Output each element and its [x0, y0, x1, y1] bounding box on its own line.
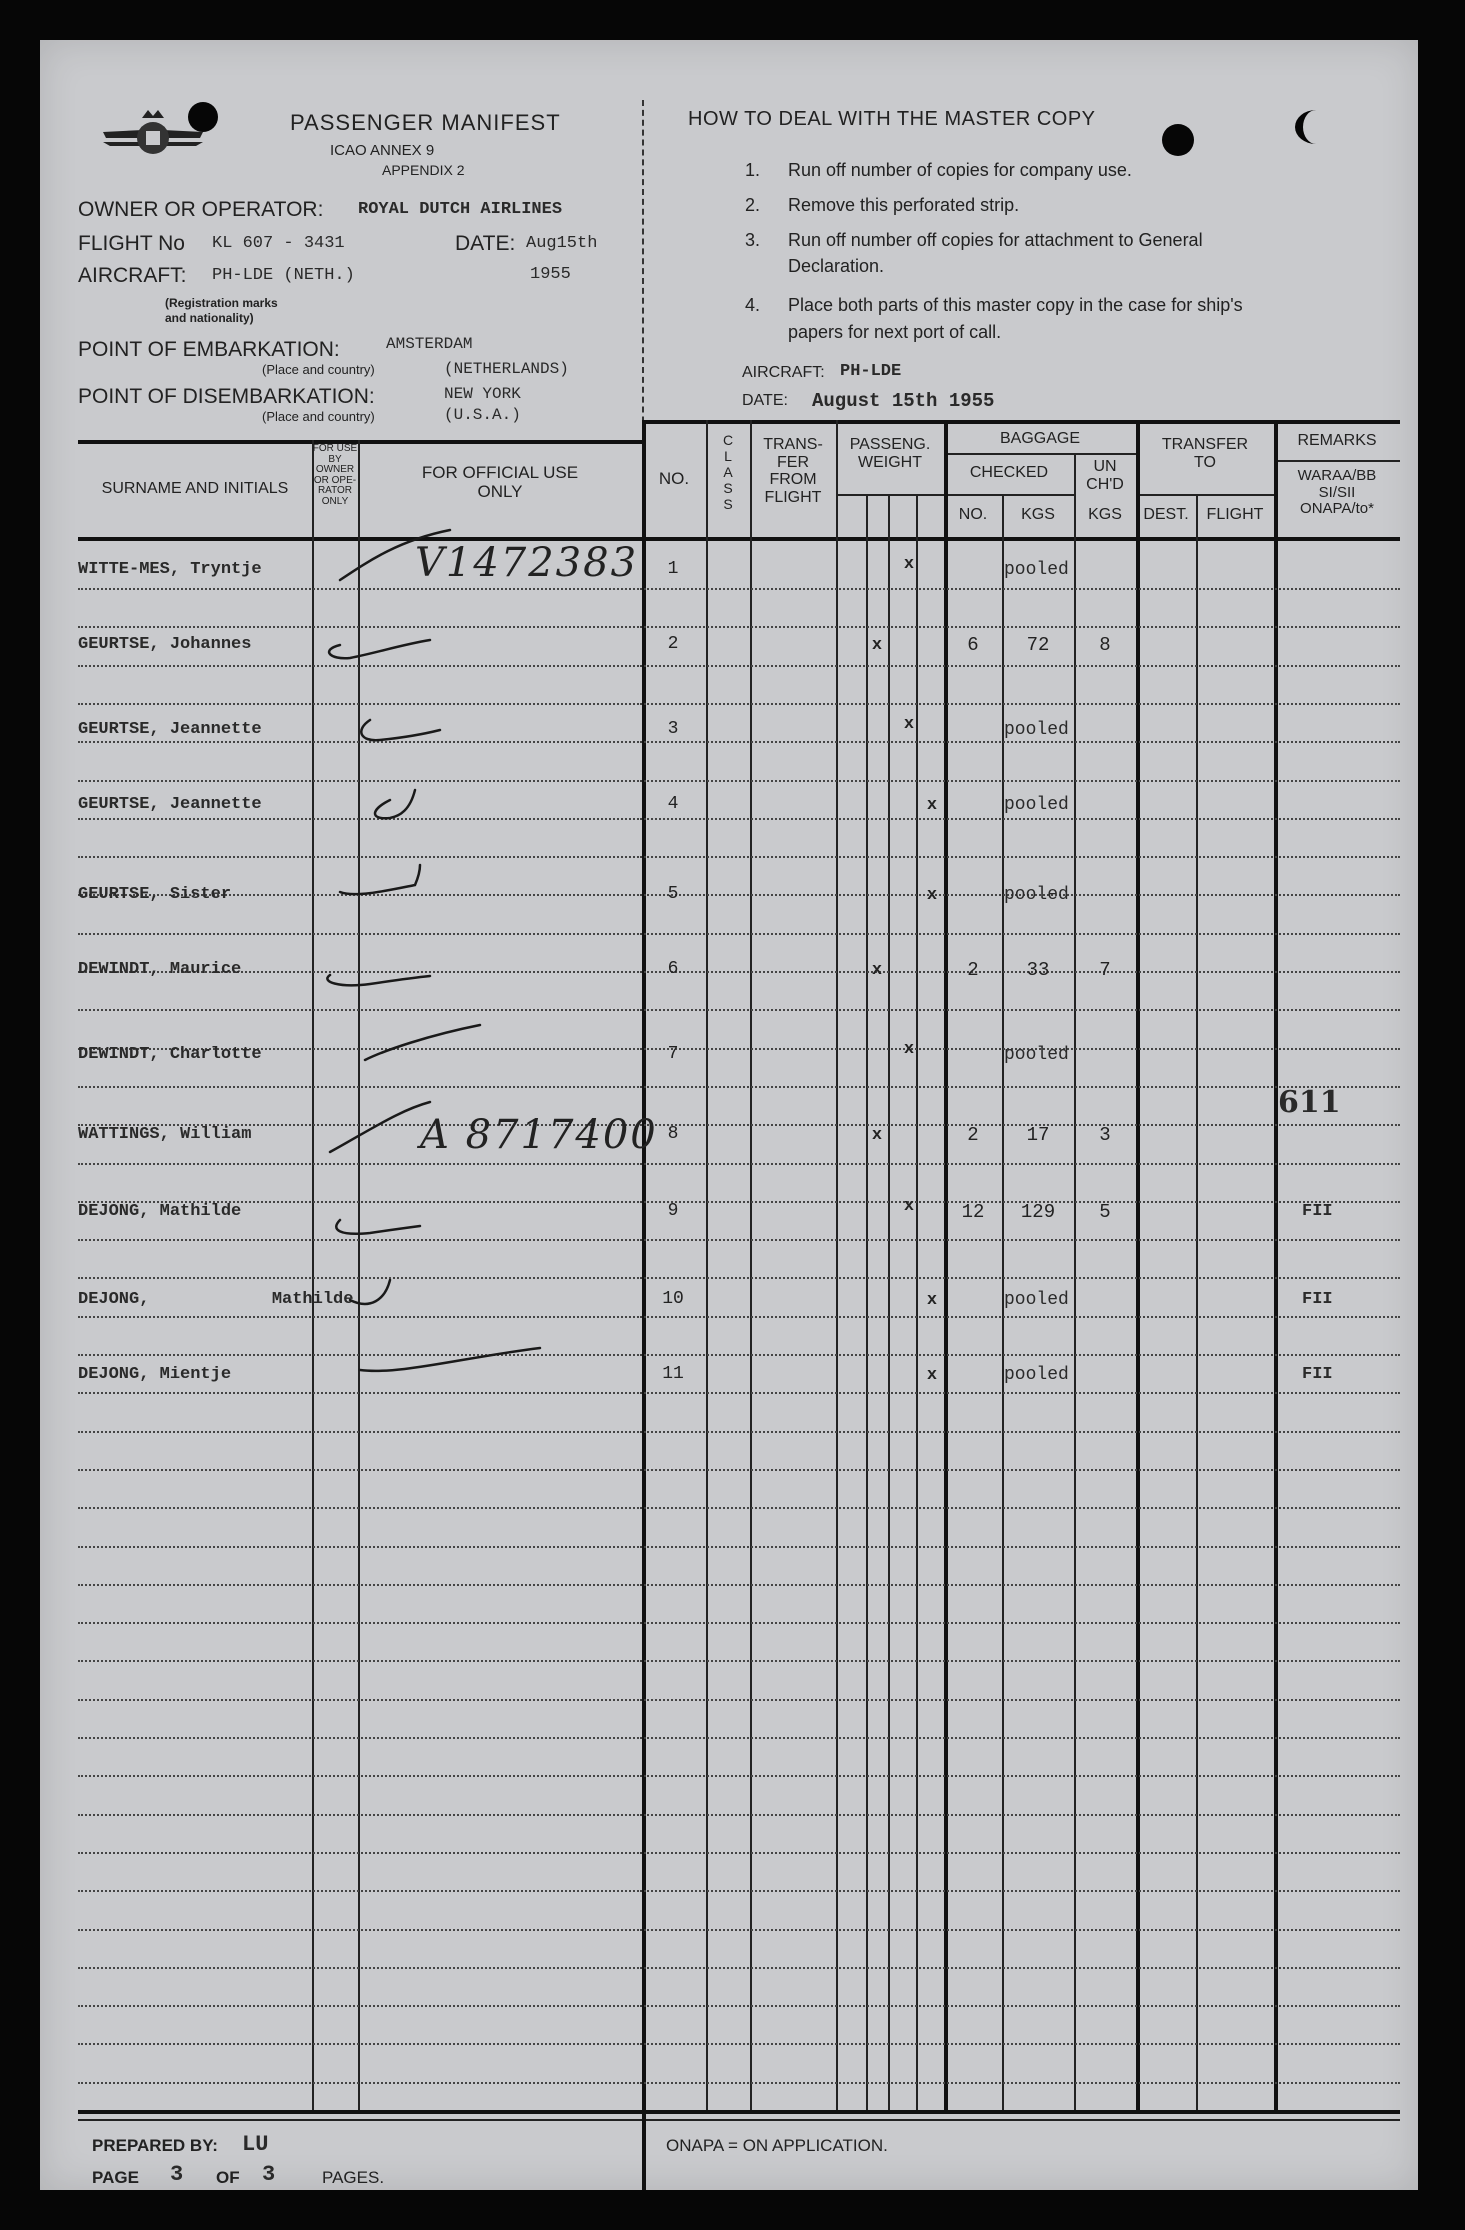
baggage-kgs: 17 [1026, 1124, 1050, 1146]
col-header-bag-no: NO. [958, 506, 988, 523]
embark-value: AMSTERDAM [386, 335, 473, 353]
remarks-code: FII [1302, 1365, 1333, 1384]
aircraft-note-2: and nationality) [165, 311, 254, 325]
baggage-pooled: pooled [1004, 560, 1069, 580]
instr-date-value: August 15th 1955 [812, 390, 995, 412]
flight-value: KL 607 - 3431 [212, 234, 345, 253]
passenger-number: 7 [667, 1044, 679, 1064]
baggage-kgs: 129 [1020, 1201, 1056, 1223]
col-header-class: C L A S S [722, 432, 734, 513]
pages-label: PAGES. [322, 2168, 385, 2187]
embark-label: POINT OF EMBARKATION: [78, 338, 340, 361]
remarks-code: FII [1302, 1202, 1333, 1221]
disembark-country-label: (Place and country) [262, 409, 375, 424]
unchecked-kgs: 3 [1099, 1124, 1111, 1146]
aircraft-label: AIRCRAFT: [78, 264, 187, 287]
official-number-1: V1472383 [415, 540, 639, 586]
instruction-2-text: Remove this perforated strip. [788, 195, 1020, 215]
passenger-number: 8 [667, 1124, 679, 1144]
baggage-count: 6 [967, 634, 979, 656]
handwritten-checkmarks-icon [40, 40, 1418, 2190]
disembark-country-value: (U.S.A.) [444, 406, 521, 424]
passenger-number: 6 [667, 959, 679, 979]
weight-mark-3: x [926, 886, 938, 905]
weight-mark-2: x [903, 1040, 915, 1059]
passenger-number: 1 [667, 559, 679, 579]
col-header-passeng-weight: PASSENG. WEIGHT [849, 436, 931, 471]
page-label: PAGE [92, 2168, 139, 2187]
instructions-title: HOW TO DEAL WITH THE MASTER COPY [688, 108, 1096, 130]
passenger-number: 2 [667, 634, 679, 654]
instr-aircraft-label: AIRCRAFT: [742, 364, 825, 381]
embark-country-label: (Place and country) [262, 362, 375, 377]
col-header-transfer-from: TRANS- FER FROM FLIGHT [763, 436, 823, 506]
col-header-remarks-codes: WARAA/BB SI/SII ONAPA/to* [1297, 467, 1377, 517]
passenger-number: 11 [662, 1364, 684, 1384]
col-header-flight: FLIGHT [1206, 506, 1264, 523]
baggage-kgs: 33 [1026, 959, 1050, 981]
instruction-3-text-2: Declaration. [788, 256, 885, 276]
passenger-name: GEURTSE, Sister [78, 885, 232, 904]
col-header-bag-kgs: KGS [1021, 506, 1055, 523]
owner-label: OWNER OR OPERATOR: [78, 198, 324, 221]
passenger-name: WITTE-MES, Tryntje [78, 560, 262, 579]
passenger-number: 10 [662, 1289, 684, 1309]
col-header-transfer-to: TRANSFER TO [1161, 436, 1249, 471]
of-value: 3 [262, 2162, 276, 2187]
official-number-8: A 8717400 [420, 1112, 658, 1158]
weight-mark-1: x [871, 636, 883, 655]
passenger-name: DEJONG, Mathilde [78, 1202, 242, 1221]
col-header-owner-use: FOR USE BY OWNER OR OPE- RATOR ONLY [312, 443, 358, 507]
flight-label: FLIGHT No [78, 232, 185, 255]
instruction-4-text-2: papers for next port of call. [788, 322, 1002, 342]
unchecked-kgs: 7 [1099, 959, 1111, 981]
prepared-label: PREPARED BY: [92, 2136, 218, 2155]
unchecked-kgs: 8 [1099, 634, 1111, 656]
passenger-name: GEURTSE, Jeannette [78, 720, 262, 739]
instr-aircraft-value: PH-LDE [840, 362, 902, 381]
remarks-code: 611 [1278, 1085, 1341, 1120]
col-header-unchd-kgs: KGS [1088, 506, 1122, 523]
instruction-1-text: Run off number of copies for company use. [788, 160, 1132, 180]
remarks-code: FII [1302, 1290, 1333, 1309]
passenger-name: WATTINGS, William [78, 1125, 252, 1144]
passenger-name: GEURTSE, Johannes [78, 635, 252, 654]
onapa-note: ONAPA = ON APPLICATION. [666, 2136, 888, 2155]
instruction-1-num: 1. [745, 160, 761, 180]
passenger-name: DEJONG, Mientje [78, 1365, 232, 1384]
unchecked-kgs: 5 [1099, 1201, 1111, 1223]
passenger-name: DEJONG, Mathilde [78, 1290, 354, 1309]
baggage-pooled: pooled [1004, 1045, 1069, 1065]
passenger-number: 3 [667, 719, 679, 739]
passenger-name: DEWINDT, Charlotte [78, 1045, 262, 1064]
disembark-label: POINT OF DISEMBARKATION: [78, 385, 375, 408]
col-header-dest: DEST. [1143, 506, 1189, 523]
baggage-pooled: pooled [1004, 1290, 1069, 1310]
weight-mark-1: x [871, 961, 883, 980]
instruction-2-num: 2. [745, 195, 761, 215]
baggage-pooled: pooled [1004, 795, 1069, 815]
baggage-pooled: pooled [1004, 720, 1069, 740]
prepared-value: LU [242, 2132, 269, 2157]
weight-mark-2: x [903, 1197, 915, 1216]
passenger-number: 4 [667, 794, 679, 814]
weight-mark-3: x [926, 1366, 938, 1385]
instruction-4-text: Place both parts of this master copy in the case for ship's [788, 295, 1243, 315]
instr-date-label: DATE: [742, 392, 788, 409]
passenger-name: DEWINDT, Maurice [78, 960, 242, 979]
year-value: 1955 [530, 265, 571, 284]
weight-mark-3: x [926, 1291, 938, 1310]
instruction-3-text: Run off number off copies for attachment to General [788, 230, 1203, 250]
instruction-4-num: 4. [745, 295, 761, 315]
baggage-kgs: 72 [1026, 634, 1050, 656]
col-header-surname: SURNAME AND INITIALS [101, 480, 289, 497]
passenger-number: 5 [667, 884, 679, 904]
weight-mark-2: x [903, 715, 915, 734]
aircraft-note-1: (Registration marks [165, 296, 278, 310]
col-header-checked: CHECKED [969, 464, 1049, 481]
of-label: OF [216, 2168, 240, 2187]
col-header-official-use: FOR OFFICIAL USE ONLY [421, 463, 579, 501]
passenger-name: GEURTSE, Jeannette [78, 795, 262, 814]
passenger-number: 9 [667, 1201, 679, 1221]
disembark-value: NEW YORK [444, 385, 521, 403]
weight-mark-1: x [871, 1126, 883, 1145]
baggage-count: 2 [967, 1124, 979, 1146]
annex-label: ICAO ANNEX 9 [330, 142, 435, 159]
date-value: Aug15th [526, 234, 598, 253]
baggage-pooled: pooled [1004, 885, 1069, 905]
col-header-no: NO. [658, 469, 690, 488]
weight-mark-2: x [903, 555, 915, 574]
aircraft-value: PH-LDE (NETH.) [212, 266, 355, 285]
page-value: 3 [170, 2162, 184, 2187]
instruction-3-num: 3. [745, 230, 761, 250]
baggage-count: 12 [961, 1201, 985, 1223]
col-header-baggage: BAGGAGE [999, 430, 1081, 447]
col-header-remarks: REMARKS [1297, 432, 1377, 449]
manifest-title: PASSENGER MANIFEST [290, 110, 561, 135]
owner-value: ROYAL DUTCH AIRLINES [358, 200, 563, 219]
embark-country-value: (NETHERLANDS) [444, 360, 569, 378]
appendix-label: APPENDIX 2 [382, 162, 465, 178]
manifest-page [40, 40, 1418, 2190]
baggage-count: 2 [967, 959, 979, 981]
date-label: DATE: [455, 232, 516, 255]
baggage-pooled: pooled [1004, 1365, 1069, 1385]
col-header-unchd: UN CH'D [1086, 458, 1124, 493]
weight-mark-3: x [926, 796, 938, 815]
